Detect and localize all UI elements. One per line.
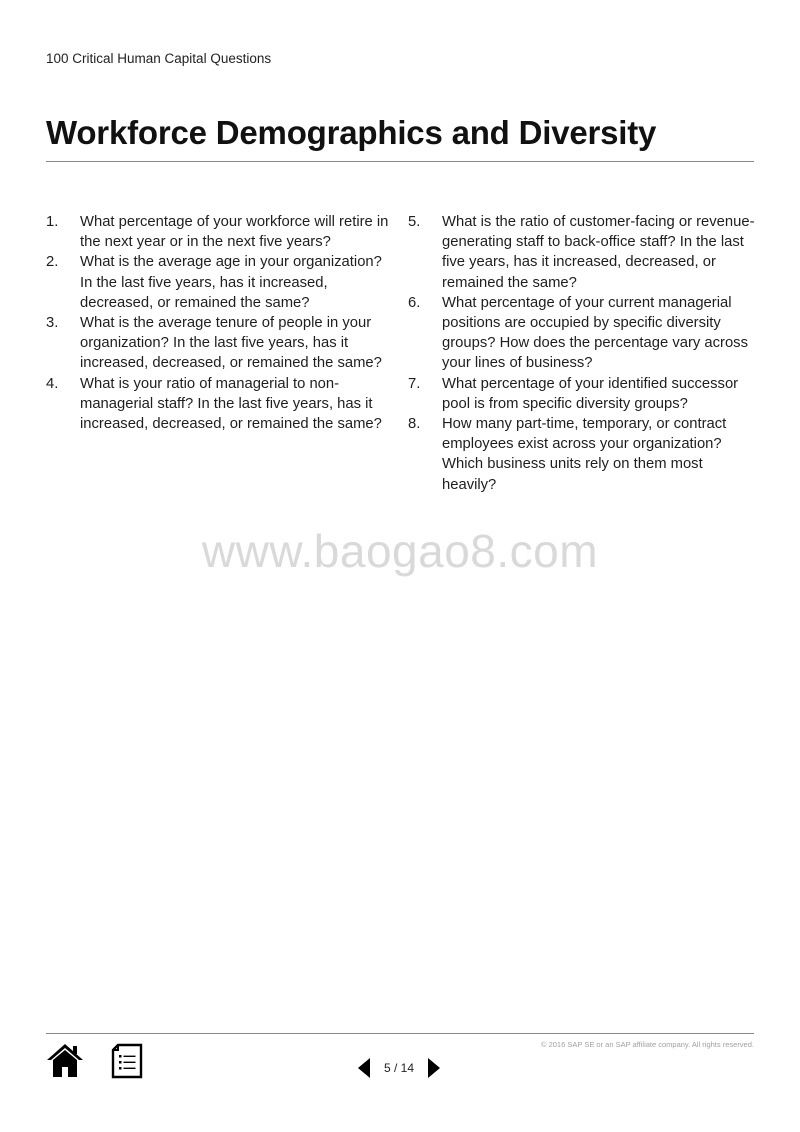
question-number: 7. <box>408 375 421 392</box>
question-item <box>46 212 391 252</box>
question-number: 5. <box>408 214 421 230</box>
questions-column-right <box>408 212 758 495</box>
next-page-icon[interactable] <box>428 1058 440 1078</box>
question-number: 2. <box>46 254 59 271</box>
previous-page-icon[interactable] <box>358 1058 370 1078</box>
question-number: 6. <box>408 294 421 311</box>
question-text: How many part-time, temporary, or contract employees exist across your organization? Which business units rely on them most heavily? <box>442 416 727 493</box>
question-number: 4. <box>46 375 59 392</box>
page-title: Workforce Demographics and Diversity <box>46 114 657 151</box>
title-divider <box>46 161 754 162</box>
question-item <box>46 252 391 313</box>
question-item <box>46 313 391 374</box>
question-text: What is your ratio of managerial to non-managerial staff? In the last five years, has it increased, decreased, or remained the same? <box>80 375 382 433</box>
question-text: What is the ratio of customer-facing or revenue-generating staff to back-office staff? In the last five years, has it increased, decreased, or remained the same? <box>442 214 755 291</box>
page-indicator: 5 / 14 <box>383 1061 415 1075</box>
watermark: www.baogao8.com <box>201 525 599 577</box>
question-item <box>408 293 758 374</box>
question-item <box>408 212 758 293</box>
home-button[interactable] <box>46 1042 84 1078</box>
question-item <box>46 374 391 435</box>
copyright-notice: © 2016 SAP SE or an SAP affiliate company. All rights reserved. <box>540 1040 754 1049</box>
questions-column-left <box>46 212 391 434</box>
question-number: 8. <box>408 416 421 433</box>
table-of-contents-button[interactable] <box>111 1043 143 1079</box>
table-of-contents-icon <box>111 1043 143 1079</box>
pagination <box>358 1057 440 1079</box>
footer-divider <box>46 1033 754 1034</box>
question-item <box>408 374 758 414</box>
question-text: What is the average tenure of people in your organization? In the last five years, has it increased, decreased, or remained the same? <box>80 315 382 372</box>
question-text: What percentage of your identified successor pool is from specific diversity groups? <box>442 375 739 412</box>
question-number: 3. <box>46 315 59 332</box>
question-text: What is the average age in your organization? In the last five years, has it increased, decreased, or remained the same? <box>80 254 382 311</box>
home-icon <box>46 1042 84 1078</box>
question-text: What percentage of your workforce will retire in the next year or in the next five years? <box>80 214 389 251</box>
question-text: What percentage of your current managerial positions are occupied by specific diversity groups? How does the percentage vary across your lines of business? <box>442 294 748 372</box>
question-number: 1. <box>46 214 59 230</box>
question-item <box>408 414 758 495</box>
running-header: 100 Critical Human Capital Questions <box>46 51 272 66</box>
